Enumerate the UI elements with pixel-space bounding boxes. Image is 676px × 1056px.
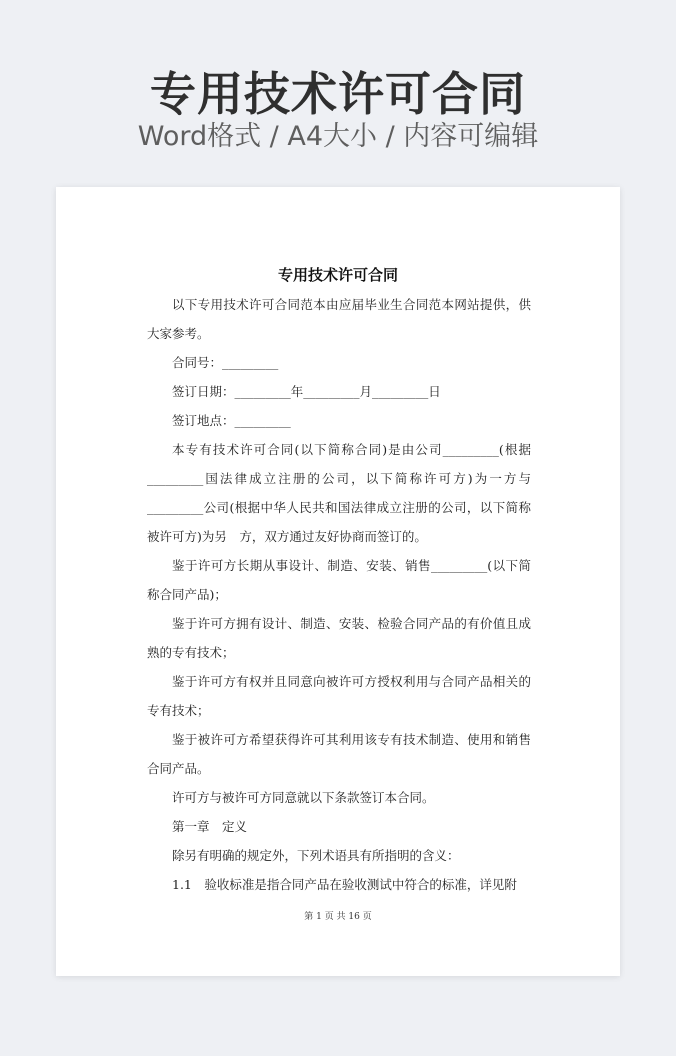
document-title: 专用技术许可合同 <box>277 266 398 284</box>
paragraph-contract-number: 合同号：_________ <box>172 355 279 370</box>
document-page <box>56 187 620 976</box>
paragraph-whereas-3: 鉴于许可方有权并且同意向被许可方授权利用与合同产品相关的专有技术； <box>147 674 531 718</box>
paragraph-parties: 本专有技术许可合同(以下简称合同)是由公司_________(根据_________国法律成立注册的公司，以下简称许可方)为一方与_________公司(根据中华人民共和国法律成立注册的公司，以下简称被许可方)为另 方，双方通过友好协商而签订的。 <box>147 442 531 544</box>
page-footer: 第 1 页 共 16 页 <box>304 912 372 922</box>
paragraph-whereas-4: 鉴于被许可方希望获得许可其利用该专有技术制造、使用和销售合同产品。 <box>147 732 531 776</box>
document-body <box>147 290 531 899</box>
paragraph-whereas-1: 鉴于许可方长期从事设计、制造、安装、销售_________(以下简称合同产品)； <box>147 558 531 602</box>
banner-title: 专用技术许可合同 <box>150 67 526 121</box>
paragraph-intro: 以下专用技术许可合同范本由应届毕业生合同范本网站提供，供大家参考。 <box>147 297 531 341</box>
paragraph-definitions: 除另有明确的规定外，下列术语具有所指明的含义： <box>172 848 460 863</box>
paragraph-signing-date: 签订日期：_________年_________月_________日 <box>172 384 441 399</box>
paragraph-clause-1-1: 1.1 验收标准是指合同产品在验收测试中符合的标准，详见附 <box>172 877 517 892</box>
paragraph-signing-place: 签订地点：_________ <box>172 413 291 428</box>
paragraph-whereas-2: 鉴于许可方拥有设计、制造、安装、检验合同产品的有价值且成熟的专有技术； <box>147 616 531 660</box>
banner-subtitle: Word格式 / A4大小 / 内容可编辑 <box>137 121 539 152</box>
paragraph-agreement: 许可方与被许可方同意就以下条款签订本合同。 <box>172 790 435 805</box>
chapter-heading: 第一章 定义 <box>172 819 248 834</box>
